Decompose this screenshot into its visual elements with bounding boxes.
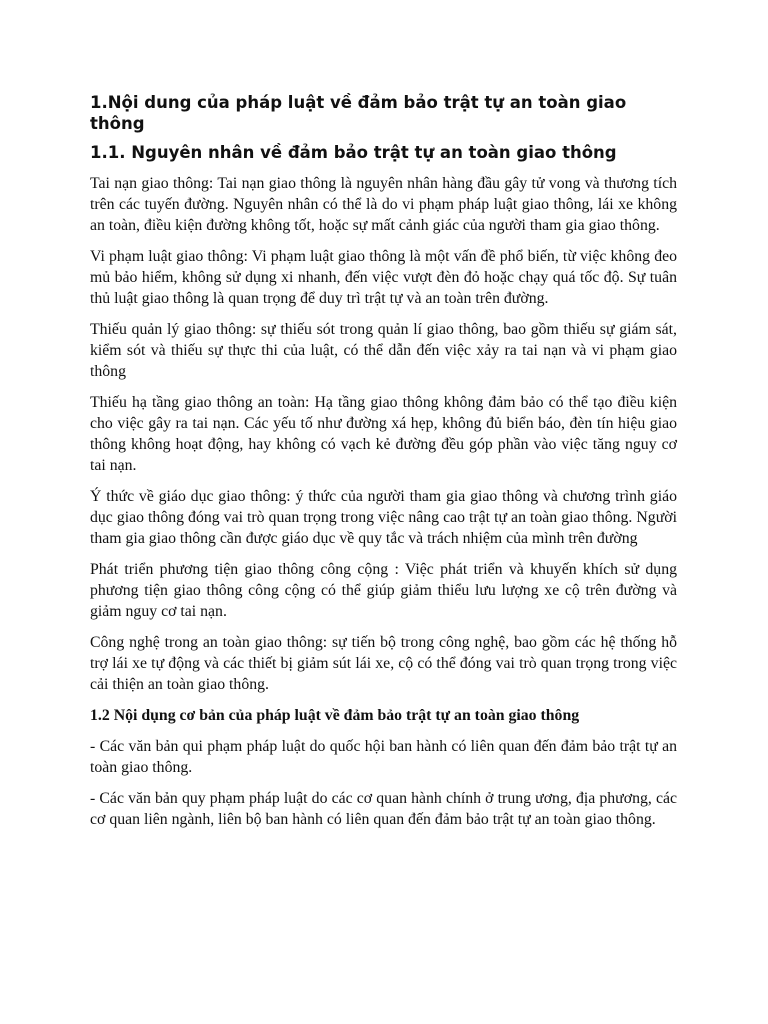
paragraph-education-awareness: Ý thức về giáo dục giao thông: ý thức của người tham gia giao thông và chương trình giáo dục giao thông đóng vai trò quan trọng trong việc nâng cao trật tự an toàn giao thông. Người tham gia giao thông cần được giáo dục về quy tắc và trách nhiệm của mình trên đường [90,488,677,547]
heading-section-1: 1.Nội dung của pháp luật về đảm bảo trật tự an toàn giao thông [90,93,627,133]
paragraph-national-assembly-documents: - Các văn bản qui phạm pháp luật do quốc hội ban hành có liên quan đến đảm bảo trật tự an toàn giao thông. [90,738,677,776]
paragraph-traffic-accidents: Tai nạn giao thông: Tai nạn giao thông là nguyên nhân hàng đầu gây tử vong và thương tích trên các tuyến đường. Nguyên nhân có thể là do vi phạm pháp luật giao thông, lái xe không an toàn, điều kiện đường không tốt, hoặc sự mất cảnh giác của người tham gia giao thông. [90,175,677,234]
paragraph-lack-of-management: Thiếu quản lý giao thông: sự thiếu sót trong quản lí giao thông, bao gồm thiếu sự giám sát, kiểm sót và thiếu sự thực thi của luật, có thể dẫn đến việc xảy ra tai nạn và vi phạm giao thông [90,321,677,380]
paragraph-traffic-violations: Vi phạm luật giao thông: Vi phạm luật giao thông là một vấn đề phổ biến, từ việc không đeo mủ bảo hiểm, không sử dụng xi nhanh, đến việc vượt đèn đỏ hoặc chạy quá tốc độ. Sự tuân thủ luật giao thông là quan trọng để duy trì trật tự và an toàn trên đường. [90,248,677,307]
paragraph-public-transport: Phát triển phương tiện giao thông công cộng : Việc phát triển và khuyến khích sử dụng phương tiện giao thông công cộng có thể giúp giảm thiểu lưu lượng xe cộ trên đường và giảm nguy cơ tai nạn. [90,561,677,620]
heading-section-1-2: 1.2 Nội dụng cơ bản của pháp luật về đảm bảo trật tự an toàn giao thông [90,707,580,724]
paragraph-technology: Công nghệ trong an toàn giao thông: sự tiến bộ trong công nghệ, bao gồm các hệ thống hỗ trợ lái xe tự động và các thiết bị giảm sút lái xe, cộ có thể đóng vai trò quan trọng trong việc cải thiện an toàn giao thông. [90,634,677,693]
paragraph-administrative-documents: - Các văn bản quy phạm pháp luật do các cơ quan hành chính ở trung ương, địa phương, các cơ quan liên ngành, liên bộ ban hành có liên quan đến đảm bảo trật tự an toàn giao thông. [90,790,677,828]
heading-section-1-1: 1.1. Nguyên nhân về đảm bảo trật tự an toàn giao thông [90,143,617,162]
paragraph-lack-of-infrastructure: Thiếu hạ tầng giao thông an toàn: Hạ tầng giao thông không đảm bảo có thể tạo điều kiện cho việc gây ra tai nạn. Các yếu tố như đường xá hẹp, không đủ biển báo, đèn tín hiệu giao thông không hoạt động, hay không có vạch kẻ đường đều góp phần vào việc tăng nguy cơ tai nạn. [90,394,677,474]
document-page [90,92,677,840]
